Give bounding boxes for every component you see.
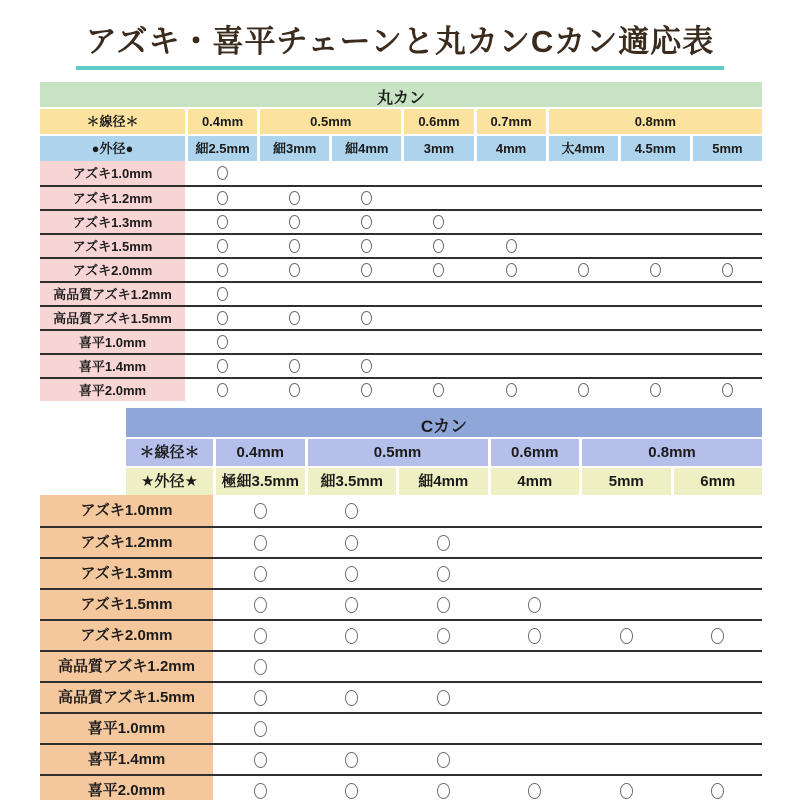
outer-diameter-value: 細3.5mm bbox=[308, 468, 397, 495]
compatible-circle-icon bbox=[506, 263, 517, 277]
compatible-circle-icon bbox=[254, 628, 267, 644]
mark-cell bbox=[332, 211, 401, 233]
chain-label: 喜平1.0mm bbox=[40, 714, 213, 743]
mark-cell bbox=[582, 590, 671, 619]
mark-cell bbox=[188, 259, 257, 281]
mark-cell bbox=[188, 211, 257, 233]
compatible-circle-icon bbox=[345, 690, 358, 706]
mark-cell bbox=[404, 379, 473, 401]
mark-cell bbox=[549, 283, 618, 305]
mark-cell bbox=[693, 235, 762, 257]
table-row bbox=[40, 681, 762, 712]
mark-cell bbox=[399, 590, 488, 619]
mark-cell bbox=[216, 652, 305, 681]
mark-cell bbox=[188, 235, 257, 257]
table-row bbox=[40, 619, 762, 650]
compatible-circle-icon bbox=[433, 215, 444, 229]
mark-cell bbox=[260, 331, 329, 353]
mark-cell bbox=[308, 745, 397, 774]
wire-diameter-label: ＊線径＊ bbox=[40, 109, 185, 134]
outer-diameter-label: ●外径● bbox=[40, 136, 185, 161]
compatible-circle-icon bbox=[711, 783, 724, 799]
mark-cell bbox=[491, 528, 580, 557]
mark-cell bbox=[693, 355, 762, 377]
wire-diameter-value: 0.6mm bbox=[404, 109, 473, 134]
mark-cell bbox=[216, 495, 305, 526]
compatible-circle-icon bbox=[289, 383, 300, 397]
compatible-circle-icon bbox=[433, 239, 444, 253]
mark-cell bbox=[399, 683, 488, 712]
compatible-circle-icon bbox=[254, 535, 267, 551]
mark-cell bbox=[674, 683, 763, 712]
compatible-circle-icon bbox=[620, 783, 633, 799]
wire-diameter-value: 0.4mm bbox=[188, 109, 257, 134]
mark-cell bbox=[399, 495, 488, 526]
compatible-circle-icon bbox=[361, 311, 372, 325]
mark-cell bbox=[621, 283, 690, 305]
compatible-circle-icon bbox=[722, 263, 733, 277]
mark-cell bbox=[491, 559, 580, 588]
mark-cell bbox=[693, 211, 762, 233]
chain-label: 喜平2.0mm bbox=[40, 776, 213, 800]
chain-label: 高品質アズキ1.2mm bbox=[40, 283, 185, 305]
outer-diameter-label: ★外径★ bbox=[126, 468, 213, 495]
mark-cell bbox=[399, 528, 488, 557]
wire-diameter-value: 0.5mm bbox=[308, 439, 488, 466]
mark-cell bbox=[674, 714, 763, 743]
compatible-circle-icon bbox=[528, 783, 541, 799]
chain-label: 喜平1.0mm bbox=[40, 331, 185, 353]
compatible-circle-icon bbox=[361, 383, 372, 397]
chain-label: アズキ1.2mm bbox=[40, 187, 185, 209]
compatible-circle-icon bbox=[345, 535, 358, 551]
mark-cell bbox=[260, 355, 329, 377]
mark-cell bbox=[399, 714, 488, 743]
mark-cell bbox=[693, 187, 762, 209]
mark-cell bbox=[582, 652, 671, 681]
compatible-circle-icon bbox=[217, 287, 228, 301]
wire-diameter-row bbox=[40, 109, 762, 134]
table-body bbox=[40, 161, 762, 401]
outer-diameter-row bbox=[40, 468, 762, 495]
mark-cell bbox=[308, 776, 397, 800]
mark-cell bbox=[188, 307, 257, 329]
mark-cell bbox=[549, 331, 618, 353]
mark-cell bbox=[404, 235, 473, 257]
mark-cell bbox=[491, 495, 580, 526]
outer-diameter-value: 5mm bbox=[582, 468, 671, 495]
table-row bbox=[40, 353, 762, 377]
compatible-circle-icon bbox=[528, 628, 541, 644]
compatible-circle-icon bbox=[650, 383, 661, 397]
maru-kan-table bbox=[40, 82, 762, 401]
wire-diameter-label: ＊線径＊ bbox=[126, 439, 213, 466]
mark-cell bbox=[491, 745, 580, 774]
table-row bbox=[40, 257, 762, 281]
chain-label: アズキ1.3mm bbox=[40, 559, 213, 588]
chain-label: アズキ1.0mm bbox=[40, 495, 213, 526]
table-row bbox=[40, 743, 762, 774]
mark-cell bbox=[188, 355, 257, 377]
mark-cell bbox=[260, 187, 329, 209]
compatible-circle-icon bbox=[289, 263, 300, 277]
compatible-circle-icon bbox=[217, 215, 228, 229]
chain-label: 喜平1.4mm bbox=[40, 745, 213, 774]
chain-label: アズキ1.2mm bbox=[40, 528, 213, 557]
mark-cell bbox=[491, 590, 580, 619]
chain-label: アズキ1.3mm bbox=[40, 211, 185, 233]
mark-cell bbox=[582, 683, 671, 712]
compatible-circle-icon bbox=[711, 628, 724, 644]
mark-cell bbox=[582, 528, 671, 557]
mark-cell bbox=[491, 683, 580, 712]
mark-cell bbox=[582, 714, 671, 743]
table-row bbox=[40, 281, 762, 305]
outer-diameter-value: 4mm bbox=[477, 136, 546, 161]
c-kan-table bbox=[40, 408, 762, 800]
compatible-circle-icon bbox=[345, 503, 358, 519]
chain-label: アズキ1.5mm bbox=[40, 590, 213, 619]
mark-cell bbox=[399, 745, 488, 774]
compatible-circle-icon bbox=[578, 383, 589, 397]
title-bar bbox=[0, 16, 800, 70]
mark-cell bbox=[216, 621, 305, 650]
compatible-circle-icon bbox=[361, 263, 372, 277]
table-row bbox=[40, 329, 762, 353]
compatible-circle-icon bbox=[254, 566, 267, 582]
mark-cell bbox=[549, 211, 618, 233]
wire-diameter-value: 0.4mm bbox=[216, 439, 305, 466]
table-row bbox=[40, 557, 762, 588]
mark-cell bbox=[621, 355, 690, 377]
mark-cell bbox=[399, 652, 488, 681]
mark-cell bbox=[693, 331, 762, 353]
mark-cell bbox=[582, 559, 671, 588]
mark-cell bbox=[308, 590, 397, 619]
table-row bbox=[40, 233, 762, 257]
outer-diameter-value: 3mm bbox=[404, 136, 473, 161]
mark-cell bbox=[188, 187, 257, 209]
mark-cell bbox=[477, 235, 546, 257]
mark-cell bbox=[216, 683, 305, 712]
outer-diameter-value: 5mm bbox=[693, 136, 762, 161]
mark-cell bbox=[477, 355, 546, 377]
mark-cell bbox=[549, 235, 618, 257]
outer-diameter-value: 太4mm bbox=[549, 136, 618, 161]
wire-diameter-value: 0.8mm bbox=[582, 439, 762, 466]
compatible-circle-icon bbox=[254, 690, 267, 706]
table-title: Cカン bbox=[126, 408, 762, 437]
mark-cell bbox=[621, 211, 690, 233]
mark-cell bbox=[693, 259, 762, 281]
compatible-circle-icon bbox=[433, 263, 444, 277]
compatible-circle-icon bbox=[361, 191, 372, 205]
table-row bbox=[40, 305, 762, 329]
header-indent-spacer bbox=[40, 439, 123, 466]
mark-cell bbox=[260, 161, 329, 185]
compatible-circle-icon bbox=[578, 263, 589, 277]
table-row bbox=[40, 185, 762, 209]
mark-cell bbox=[332, 187, 401, 209]
mark-cell bbox=[260, 283, 329, 305]
mark-cell bbox=[260, 307, 329, 329]
mark-cell bbox=[308, 683, 397, 712]
compatible-circle-icon bbox=[254, 752, 267, 768]
wire-diameter-value: 0.5mm bbox=[260, 109, 401, 134]
compatible-circle-icon bbox=[437, 535, 450, 551]
mark-cell bbox=[399, 621, 488, 650]
mark-cell bbox=[549, 379, 618, 401]
page-title: アズキ・喜平チェーンと丸カンCカン適応表 bbox=[76, 16, 725, 70]
outer-diameter-value: 4mm bbox=[491, 468, 580, 495]
chain-label: アズキ2.0mm bbox=[40, 259, 185, 281]
chain-label: 喜平1.4mm bbox=[40, 355, 185, 377]
table-row bbox=[40, 495, 762, 526]
chain-label: 高品質アズキ1.5mm bbox=[40, 307, 185, 329]
chain-label: 高品質アズキ1.2mm bbox=[40, 652, 213, 681]
mark-cell bbox=[260, 211, 329, 233]
compatible-circle-icon bbox=[289, 191, 300, 205]
mark-cell bbox=[674, 652, 763, 681]
mark-cell bbox=[621, 379, 690, 401]
mark-cell bbox=[549, 259, 618, 281]
compatible-circle-icon bbox=[217, 166, 228, 180]
compatible-circle-icon bbox=[722, 383, 733, 397]
compatible-circle-icon bbox=[254, 783, 267, 799]
mark-cell bbox=[491, 652, 580, 681]
mark-cell bbox=[582, 776, 671, 800]
outer-diameter-value: 細3mm bbox=[260, 136, 329, 161]
mark-cell bbox=[621, 187, 690, 209]
compatible-circle-icon bbox=[254, 503, 267, 519]
mark-cell bbox=[621, 161, 690, 185]
mark-cell bbox=[674, 590, 763, 619]
mark-cell bbox=[188, 331, 257, 353]
mark-cell bbox=[216, 559, 305, 588]
compatible-circle-icon bbox=[217, 263, 228, 277]
compatible-circle-icon bbox=[217, 359, 228, 373]
mark-cell bbox=[477, 161, 546, 185]
mark-cell bbox=[477, 187, 546, 209]
mark-cell bbox=[404, 283, 473, 305]
table-body bbox=[40, 495, 762, 800]
mark-cell bbox=[399, 559, 488, 588]
outer-diameter-value: 6mm bbox=[674, 468, 763, 495]
chain-label: アズキ2.0mm bbox=[40, 621, 213, 650]
outer-diameter-row bbox=[40, 136, 762, 161]
mark-cell bbox=[332, 161, 401, 185]
mark-cell bbox=[404, 307, 473, 329]
mark-cell bbox=[404, 331, 473, 353]
mark-cell bbox=[332, 355, 401, 377]
mark-cell bbox=[477, 379, 546, 401]
mark-cell bbox=[621, 307, 690, 329]
mark-cell bbox=[693, 283, 762, 305]
mark-cell bbox=[216, 528, 305, 557]
mark-cell bbox=[260, 259, 329, 281]
table-row bbox=[40, 774, 762, 800]
compatible-circle-icon bbox=[437, 783, 450, 799]
mark-cell bbox=[404, 211, 473, 233]
mark-cell bbox=[188, 283, 257, 305]
table-row bbox=[40, 650, 762, 681]
mark-cell bbox=[404, 161, 473, 185]
wire-diameter-value: 0.6mm bbox=[491, 439, 580, 466]
mark-cell bbox=[477, 211, 546, 233]
compatible-circle-icon bbox=[217, 311, 228, 325]
mark-cell bbox=[621, 331, 690, 353]
mark-cell bbox=[582, 495, 671, 526]
mark-cell bbox=[216, 745, 305, 774]
mark-cell bbox=[216, 776, 305, 800]
mark-cell bbox=[260, 235, 329, 257]
compatible-circle-icon bbox=[217, 191, 228, 205]
compatible-circle-icon bbox=[437, 690, 450, 706]
mark-cell bbox=[621, 235, 690, 257]
mark-cell bbox=[693, 161, 762, 185]
mark-cell bbox=[308, 621, 397, 650]
outer-diameter-value: 4.5mm bbox=[621, 136, 690, 161]
table-row bbox=[40, 161, 762, 185]
mark-cell bbox=[549, 161, 618, 185]
compatible-circle-icon bbox=[437, 566, 450, 582]
compatible-circle-icon bbox=[437, 752, 450, 768]
outer-diameter-value: 細2.5mm bbox=[188, 136, 257, 161]
compatible-circle-icon bbox=[528, 597, 541, 613]
compatible-circle-icon bbox=[345, 783, 358, 799]
compatible-circle-icon bbox=[345, 628, 358, 644]
mark-cell bbox=[332, 235, 401, 257]
mark-cell bbox=[188, 161, 257, 185]
compatible-circle-icon bbox=[437, 628, 450, 644]
chain-label: アズキ1.0mm bbox=[40, 161, 185, 185]
compatible-circle-icon bbox=[254, 721, 267, 737]
mark-cell bbox=[491, 776, 580, 800]
mark-cell bbox=[477, 283, 546, 305]
mark-cell bbox=[332, 283, 401, 305]
mark-cell bbox=[693, 307, 762, 329]
compatible-circle-icon bbox=[620, 628, 633, 644]
mark-cell bbox=[399, 776, 488, 800]
compatible-circle-icon bbox=[361, 215, 372, 229]
mark-cell bbox=[332, 259, 401, 281]
compatible-circle-icon bbox=[217, 335, 228, 349]
mark-cell bbox=[491, 621, 580, 650]
mark-cell bbox=[674, 495, 763, 526]
mark-cell bbox=[674, 528, 763, 557]
mark-cell bbox=[491, 714, 580, 743]
table-row bbox=[40, 209, 762, 233]
mark-cell bbox=[674, 776, 763, 800]
compatible-circle-icon bbox=[254, 597, 267, 613]
mark-cell bbox=[332, 331, 401, 353]
compatible-circle-icon bbox=[345, 597, 358, 613]
mark-cell bbox=[308, 714, 397, 743]
wire-diameter-value: 0.7mm bbox=[477, 109, 546, 134]
mark-cell bbox=[216, 590, 305, 619]
mark-cell bbox=[188, 379, 257, 401]
table-row bbox=[40, 377, 762, 401]
outer-diameter-value: 極細3.5mm bbox=[216, 468, 305, 495]
compatible-circle-icon bbox=[289, 359, 300, 373]
table-row bbox=[40, 588, 762, 619]
compatible-circle-icon bbox=[650, 263, 661, 277]
mark-cell bbox=[404, 259, 473, 281]
mark-cell bbox=[260, 379, 329, 401]
outer-diameter-value: 細4mm bbox=[332, 136, 401, 161]
compatible-circle-icon bbox=[289, 239, 300, 253]
mark-cell bbox=[674, 621, 763, 650]
mark-cell bbox=[477, 259, 546, 281]
mark-cell bbox=[332, 307, 401, 329]
wire-diameter-row bbox=[40, 439, 762, 466]
compatible-circle-icon bbox=[254, 659, 267, 675]
mark-cell bbox=[477, 331, 546, 353]
compatible-circle-icon bbox=[289, 311, 300, 325]
compatible-circle-icon bbox=[289, 215, 300, 229]
compatible-circle-icon bbox=[345, 752, 358, 768]
table-row bbox=[40, 712, 762, 743]
mark-cell bbox=[216, 714, 305, 743]
chain-label: 高品質アズキ1.5mm bbox=[40, 683, 213, 712]
mark-cell bbox=[404, 187, 473, 209]
compatible-circle-icon bbox=[217, 383, 228, 397]
compatible-circle-icon bbox=[217, 239, 228, 253]
mark-cell bbox=[674, 745, 763, 774]
mark-cell bbox=[621, 259, 690, 281]
mark-cell bbox=[549, 307, 618, 329]
table-title: 丸カン bbox=[40, 82, 762, 107]
mark-cell bbox=[582, 621, 671, 650]
compatible-circle-icon bbox=[345, 566, 358, 582]
outer-diameter-value: 細4mm bbox=[399, 468, 488, 495]
mark-cell bbox=[308, 528, 397, 557]
table-row bbox=[40, 526, 762, 557]
header-indent-spacer bbox=[40, 468, 123, 495]
mark-cell bbox=[308, 652, 397, 681]
compatible-circle-icon bbox=[361, 239, 372, 253]
mark-cell bbox=[477, 307, 546, 329]
chain-label: アズキ1.5mm bbox=[40, 235, 185, 257]
compatible-circle-icon bbox=[506, 383, 517, 397]
wire-diameter-value: 0.8mm bbox=[549, 109, 762, 134]
chain-label: 喜平2.0mm bbox=[40, 379, 185, 401]
mark-cell bbox=[674, 559, 763, 588]
compatible-circle-icon bbox=[506, 239, 517, 253]
mark-cell bbox=[404, 355, 473, 377]
compatible-circle-icon bbox=[361, 359, 372, 373]
mark-cell bbox=[308, 495, 397, 526]
mark-cell bbox=[332, 379, 401, 401]
compatible-circle-icon bbox=[437, 597, 450, 613]
mark-cell bbox=[308, 559, 397, 588]
mark-cell bbox=[549, 187, 618, 209]
mark-cell bbox=[693, 379, 762, 401]
compatible-circle-icon bbox=[433, 383, 444, 397]
mark-cell bbox=[549, 355, 618, 377]
mark-cell bbox=[582, 745, 671, 774]
